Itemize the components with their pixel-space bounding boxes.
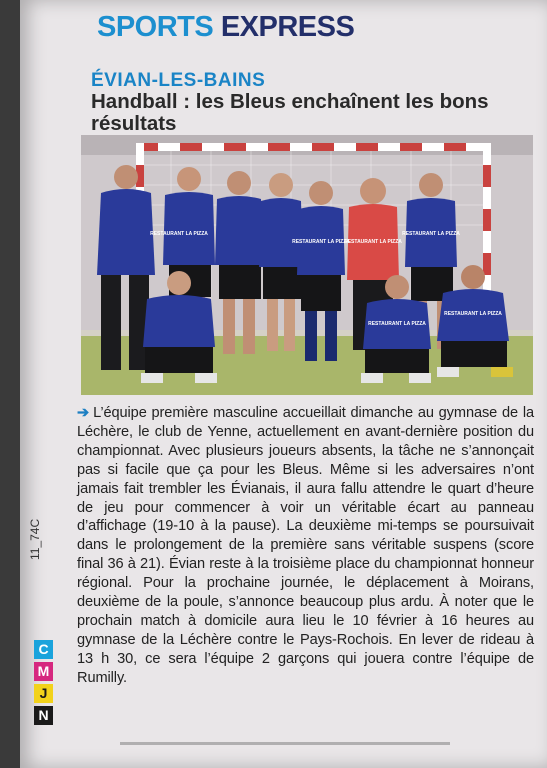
article-body (77, 404, 534, 688)
section-title (97, 13, 354, 42)
jersey-sponsor-text: RESTAURANT LA PIZZA (150, 231, 208, 237)
cmjn-color-bar (34, 640, 54, 728)
jersey-sponsor-text: RESTAURANT LA PIZZA (444, 311, 502, 317)
section-title-express: EXPRESS (220, 11, 355, 43)
article-headline: Handball : les Bleus enchaînent les bons résultats (91, 90, 489, 135)
jersey-sponsor-text: RESTAURANT LA PIZZA (344, 239, 402, 245)
page-bottom-rule (120, 742, 450, 745)
jersey-sponsor-text: RESTAURANT LA PIZZA (368, 321, 426, 327)
city-label: ÉVIAN-LES-BAINS (91, 70, 266, 91)
cmjn-swatch-n: N (34, 706, 53, 725)
article-text: L’équipe première masculine accueillait dimanche au gymnase de la Léchère, le club de Yenne, actuellement en avant-dernière position du championnat. Avec plusieurs joueurs absents, la tâche ne s’annonçait pas si facile que ça pour les Bleus. Même si les adversaires n’ont jamais fait trembler les Évianais, il aura fallu attendre le quart d’heure de jeu pour commencer à voir un véritable écart au panneau d’affichage (19-10 à la pause). La deuxième mi-temps se poursuivait dans le prolongement de la première sans véritable suspens (score final 36 à 21). Évian reste à la troisième place du championnat honneur régional. Pour la prochaine journée, le déplacement à Moirans, deuxième de la poule, s’annonce beaucoup plus ardu. À noter que le prochain match à domicile aura lieu le 10 février à 16 heures au gymnase de la Léchère contre le Pays-Rochois. En lever de rideau à 13 h 30, ce sera l’équipe 2 garçons qui jouera contre l’équipe de Rumilly. (77, 405, 534, 686)
arrow-icon: ➔ (77, 405, 90, 421)
margin-print-code: 11_74C (28, 518, 42, 560)
cmjn-swatch-j: J (34, 684, 53, 703)
section-title-sports: SPORTS (97, 11, 214, 43)
jersey-sponsor-text: RESTAURANT LA PIZZA (402, 231, 460, 237)
cmjn-swatch-c: C (34, 640, 53, 659)
cmjn-swatch-m: M (34, 662, 53, 681)
jersey-sponsor-text: RESTAURANT LA PIZZA (292, 239, 350, 245)
team-photo (81, 135, 533, 395)
